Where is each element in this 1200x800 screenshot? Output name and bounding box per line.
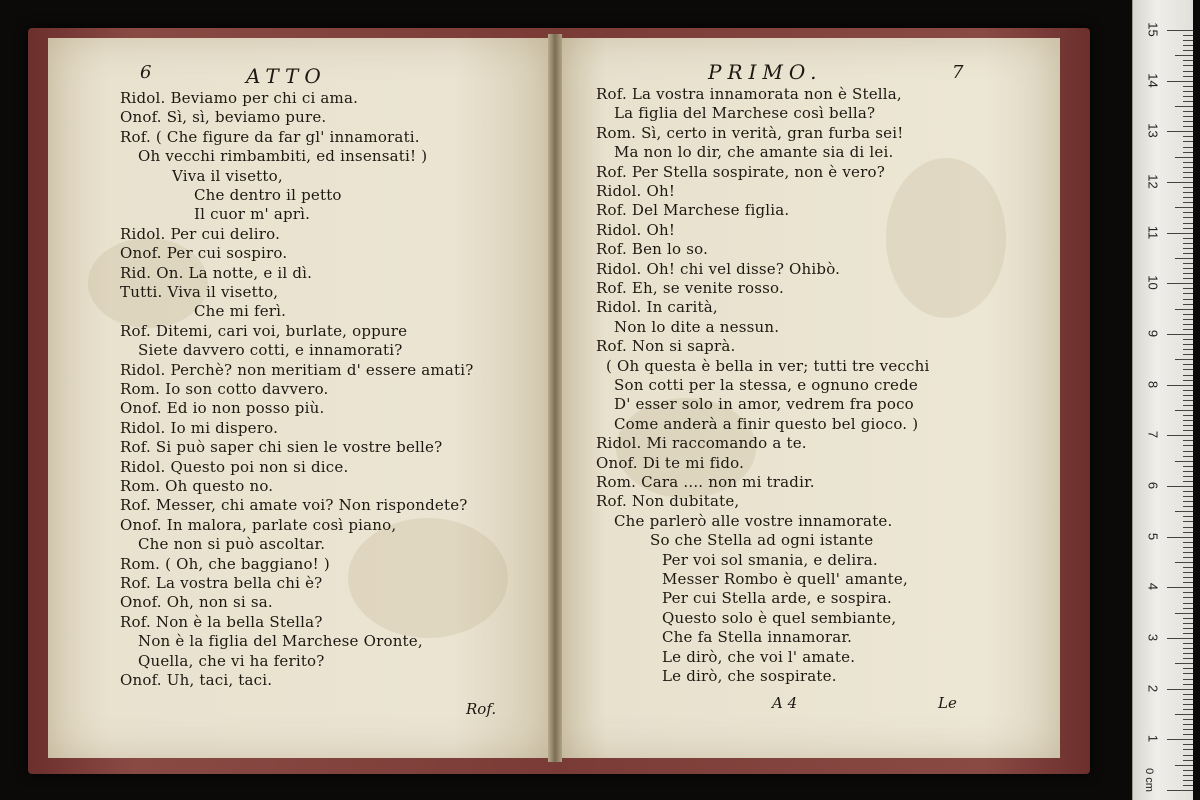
text-line: Rom. Io son cotto davvero. (120, 380, 329, 398)
ruler-tick (1183, 395, 1193, 396)
text-line: Che fa Stella innamorar. (662, 628, 853, 647)
measuring-ruler (1132, 0, 1193, 800)
text-line: Ridol. Beviamo per chi ci ama. (120, 89, 359, 107)
text-line: Che mi ferì. (194, 302, 287, 321)
ruler-tick (1183, 521, 1193, 522)
ruler-number: 6 (1145, 481, 1161, 490)
text-line: Onof. Ed io non posso più. (120, 399, 325, 418)
right-page-number: 7 (952, 62, 964, 83)
ruler-number: 2 (1145, 684, 1161, 692)
ruler-tick (1183, 65, 1193, 66)
ruler-tick (1183, 648, 1193, 649)
text-line: Messer Rombo è quell' amante, (662, 570, 908, 588)
ruler-tick (1183, 694, 1193, 695)
ruler-tick (1175, 258, 1193, 259)
ruler-tick (1183, 192, 1193, 193)
ruler-tick (1183, 567, 1193, 568)
text-line: Ridol. Io mi dispero. (120, 418, 279, 437)
text-line: Rom. Cara .... non mi tradir. (596, 473, 815, 491)
text-line: Rof. Non dubitate, (596, 492, 740, 511)
ruler-tick (1183, 476, 1193, 477)
ruler-tick (1183, 167, 1193, 168)
text-line: Ridol. Oh! (596, 220, 676, 239)
ruler-tick (1183, 380, 1193, 381)
text-line: Rof. ( Che figure da far gl' innamorati. (120, 127, 420, 146)
text-line: Rof. Ditemi, cari voi, burlate, oppure (120, 321, 408, 340)
ruler-tick (1183, 263, 1193, 264)
text-line: Rof. Non è la bella Stella? (120, 612, 323, 631)
text-line: Onof. Uh, taci, taci. (120, 671, 273, 689)
ruler-tick (1175, 511, 1193, 512)
ruler-tick (1183, 603, 1193, 604)
ruler-tick (1183, 557, 1193, 558)
ruler-number: 10 (1145, 275, 1161, 291)
ruler-tick (1175, 207, 1193, 208)
ruler-number: 8 (1145, 380, 1161, 388)
text-line: Onof. Oh, non si sa. (120, 593, 273, 612)
ruler-tick (1183, 293, 1193, 294)
ruler-tick (1183, 121, 1193, 122)
ruler-tick (1175, 359, 1193, 360)
ruler-tick (1183, 542, 1193, 543)
text-line: Rof. La vostra bella chi è? (120, 574, 323, 592)
ruler-tick (1183, 152, 1193, 153)
ruler-tick (1183, 466, 1193, 467)
ruler-tick (1175, 410, 1193, 411)
ruler-number: 13 (1145, 123, 1161, 139)
ruler-tick (1183, 699, 1193, 700)
ruler-tick (1175, 55, 1193, 56)
ruler-tick (1183, 223, 1193, 224)
ruler-tick (1167, 182, 1193, 183)
ruler-tick (1183, 633, 1193, 634)
ruler-tick (1183, 390, 1193, 391)
ruler-tick (1183, 734, 1193, 735)
ruler-tick (1183, 501, 1193, 502)
ruler-number: 9 (1145, 329, 1161, 338)
text-line: Onof. In malora, parlate così piano, (120, 515, 397, 534)
text-line: Ridol. Questo poi non si dice. (120, 457, 349, 476)
text-line: Ridol. Mi raccomando a te. (596, 434, 807, 453)
ruler-unit-label: 0 cm (1142, 768, 1155, 792)
text-line: Come anderà a finir questo bel gioco. ) (614, 414, 919, 433)
ruler-tick (1175, 157, 1193, 158)
ruler-tick (1183, 673, 1193, 674)
ruler-tick (1183, 679, 1193, 680)
ruler-tick (1183, 324, 1193, 325)
ruler-tick (1183, 364, 1193, 365)
ruler-tick (1183, 299, 1193, 300)
ruler-tick (1183, 202, 1193, 203)
ruler-tick (1183, 304, 1193, 305)
ruler-tick (1183, 552, 1193, 553)
ruler-number: 7 (1145, 431, 1161, 439)
ruler-tick (1175, 714, 1193, 715)
text-line: Rof. Per Stella sospirate, non è vero? (596, 162, 885, 181)
ruler-tick (1175, 613, 1193, 614)
text-line: Ridol. Oh! (596, 182, 676, 200)
ruler-tick (1167, 81, 1193, 82)
ruler-tick (1183, 729, 1193, 730)
ruler-number: 4 (1145, 583, 1161, 591)
ruler-tick (1183, 243, 1193, 244)
ruler-tick (1167, 739, 1193, 740)
ruler-tick (1183, 506, 1193, 507)
ruler-tick (1183, 628, 1193, 629)
ruler-tick (1183, 339, 1193, 340)
ruler-tick (1183, 684, 1193, 685)
ruler-tick (1183, 35, 1193, 36)
ruler-tick (1183, 375, 1193, 376)
ruler-tick (1183, 253, 1193, 254)
text-line: Siete davvero cotti, e innamorati? (138, 341, 403, 360)
ruler-tick (1183, 547, 1193, 548)
ruler-tick (1167, 283, 1193, 284)
ruler-tick (1183, 456, 1193, 457)
text-line: Tutti. Viva il visetto, (120, 283, 279, 301)
ruler-tick (1167, 638, 1193, 639)
text-line: Ma non lo dir, che amante sia di lei. (614, 143, 894, 162)
ruler-tick (1183, 40, 1193, 41)
ruler-tick (1183, 71, 1193, 72)
ruler-tick (1183, 704, 1193, 705)
text-line: Rof. Non si saprà. (596, 337, 736, 356)
text-line: Rof. Eh, se venite rosso. (596, 279, 784, 297)
text-line: Rid. On. La notte, e il dì. (120, 263, 313, 282)
ruler-tick (1183, 349, 1193, 350)
ruler-tick (1183, 744, 1193, 745)
ruler-tick (1183, 141, 1193, 142)
ruler-tick (1183, 775, 1193, 776)
ruler-number: 11 (1145, 225, 1161, 239)
ruler-tick (1183, 724, 1193, 725)
ruler-tick (1167, 334, 1193, 335)
ruler-tick (1183, 532, 1193, 533)
ruler-tick (1183, 451, 1193, 452)
ruler-tick (1175, 663, 1193, 664)
ruler-tick (1183, 101, 1193, 102)
ruler-tick (1183, 172, 1193, 173)
ruler-number: 14 (1145, 72, 1161, 88)
right-page-catchword: Le (938, 694, 957, 712)
ruler-number: 5 (1145, 532, 1161, 540)
text-line: Che non si può ascoltar. (138, 535, 326, 554)
ruler-tick (1183, 116, 1193, 117)
text-line: Ridol. Per cui deliro. (120, 224, 281, 243)
ruler-number: 1 (1145, 735, 1161, 743)
ruler-tick (1183, 187, 1193, 188)
ruler-tick (1183, 60, 1193, 61)
ruler-tick (1183, 749, 1193, 750)
ruler-tick (1183, 96, 1193, 97)
text-line: Onof. Per cui sospiro. (120, 244, 288, 263)
text-line: Le dirò, che sospirate. (662, 667, 837, 685)
text-line: Rom. Sì, certo in verità, gran furba sei! (596, 123, 904, 142)
ruler-tick (1167, 486, 1193, 487)
ruler-tick (1167, 30, 1193, 31)
ruler-tick (1167, 131, 1193, 132)
ruler-tick (1183, 288, 1193, 289)
text-line: Rof. La vostra innamorata non è Stella, (596, 85, 902, 103)
ruler-tick (1183, 430, 1193, 431)
ruler-tick (1183, 785, 1193, 786)
ruler-number: 15 (1145, 22, 1161, 37)
ruler-tick (1183, 319, 1193, 320)
ruler-tick (1183, 755, 1193, 756)
ruler-tick (1183, 496, 1193, 497)
text-line: Rom. ( Oh, che baggiano! ) (120, 554, 330, 573)
ruler-tick (1183, 608, 1193, 609)
ruler-tick (1175, 765, 1193, 766)
ruler-tick (1183, 354, 1193, 355)
text-line: Ridol. In carità, (596, 298, 718, 317)
text-line: Questo solo è quel sembiante, (662, 608, 897, 627)
ruler-tick (1183, 719, 1193, 720)
ruler-tick (1183, 582, 1193, 583)
text-line: Per cui Stella arde, e sospira. (662, 589, 893, 608)
ruler-number: 12 (1145, 174, 1161, 189)
text-line: Il cuor m' aprì. (194, 205, 311, 224)
ruler-tick (1183, 481, 1193, 482)
text-line: Oh vecchi rimbambiti, ed insensati! ) (138, 147, 428, 166)
text-line: Rof. Ben lo so. (596, 240, 709, 259)
left-page-header: ATTO (246, 64, 327, 88)
ruler-tick (1183, 177, 1193, 178)
text-line: Rom. Oh questo no. (120, 477, 274, 495)
ruler-tick (1183, 400, 1193, 401)
ruler-tick (1183, 228, 1193, 229)
ruler-tick (1183, 415, 1193, 416)
ruler-tick (1183, 760, 1193, 761)
ruler-tick (1183, 126, 1193, 127)
text-line: Le dirò, che voi l' amate. (662, 647, 856, 666)
ruler-tick (1183, 45, 1193, 46)
ruler-tick (1183, 420, 1193, 421)
text-line: Non lo dite a nessun. (614, 317, 780, 336)
ruler-tick (1183, 329, 1193, 330)
text-line: Rof. Del Marchese figlia. (596, 201, 790, 220)
ruler-tick (1183, 238, 1193, 239)
ruler-tick (1175, 461, 1193, 462)
text-line: Son cotti per la stessa, e ognuno crede (614, 376, 918, 394)
ruler-tick (1183, 273, 1193, 274)
ruler-tick (1183, 623, 1193, 624)
ruler-tick (1167, 385, 1193, 386)
text-line: ( Oh questa è bella in ver; tutti tre vecchi (606, 356, 930, 375)
ruler-tick (1183, 405, 1193, 406)
text-line: Che parlerò alle vostre innamorate. (614, 511, 893, 530)
ruler-tick (1183, 425, 1193, 426)
ruler-tick (1183, 577, 1193, 578)
ruler-tick (1183, 440, 1193, 441)
book-gutter (548, 34, 562, 762)
ruler-tick (1167, 790, 1193, 791)
ruler-tick (1183, 91, 1193, 92)
ruler-tick (1183, 592, 1193, 593)
text-line: La figlia del Marchese così bella? (614, 104, 876, 123)
ruler-tick (1183, 344, 1193, 345)
ruler-tick (1183, 471, 1193, 472)
ruler-tick (1167, 587, 1193, 588)
left-page-number: 6 (140, 62, 152, 83)
ruler-tick (1183, 643, 1193, 644)
ruler-tick (1175, 309, 1193, 310)
ruler-tick (1183, 516, 1193, 517)
ruler-tick (1183, 248, 1193, 249)
ruler-tick (1183, 147, 1193, 148)
text-line: Non è la figlia del Marchese Oronte, (138, 632, 423, 651)
ruler-tick (1183, 653, 1193, 654)
text-line: Rof. Messer, chi amate voi? Non rispondete? (120, 496, 468, 515)
ruler-tick (1183, 445, 1193, 446)
ruler-tick (1183, 111, 1193, 112)
ruler-tick (1183, 572, 1193, 573)
ruler-tick (1183, 597, 1193, 598)
ruler-tick (1183, 770, 1193, 771)
ruler-tick (1167, 233, 1193, 234)
right-page-header: PRIMO. (708, 60, 823, 84)
ruler-tick (1183, 491, 1193, 492)
ruler-tick (1183, 278, 1193, 279)
ruler-tick (1183, 780, 1193, 781)
text-line: Onof. Di te mi fido. (596, 453, 745, 472)
text-line: Quella, che vi ha ferito? (138, 651, 325, 670)
ruler-tick (1167, 537, 1193, 538)
ruler-tick (1175, 106, 1193, 107)
text-line: So che Stella ad ogni istante (650, 531, 874, 550)
ruler-tick (1183, 527, 1193, 528)
ruler-number: 3 (1145, 633, 1161, 642)
text-line: Viva il visetto, (172, 166, 283, 185)
ruler-tick (1183, 268, 1193, 269)
ruler-tick (1183, 197, 1193, 198)
ruler-tick (1183, 136, 1193, 137)
left-page-catchword: Rof. (466, 700, 497, 718)
ruler-tick (1175, 562, 1193, 563)
ruler-tick (1183, 50, 1193, 51)
text-line: Per voi sol smania, e delira. (662, 550, 878, 569)
ruler-tick (1183, 658, 1193, 659)
text-line: Rof. Si può saper chi sien le vostre belle? (120, 438, 443, 457)
ruler-tick (1183, 709, 1193, 710)
text-line: Che dentro il petto (194, 186, 342, 204)
text-line: Ridol. Perchè? non meritiam d' essere amati? (120, 360, 474, 379)
text-line: Onof. Sì, sì, beviamo pure. (120, 108, 327, 127)
ruler-tick (1183, 76, 1193, 77)
text-line: D' esser solo in amor, vedrem fra poco (614, 395, 914, 414)
ruler-tick (1183, 369, 1193, 370)
text-line: Ridol. Oh! chi vel disse? Ohibò. (596, 259, 841, 278)
ruler-tick (1183, 217, 1193, 218)
ruler-tick (1183, 212, 1193, 213)
ruler-tick (1183, 618, 1193, 619)
ruler-tick (1183, 668, 1193, 669)
ruler-tick (1167, 435, 1193, 436)
ruler-tick (1183, 162, 1193, 163)
ruler-tick (1183, 86, 1193, 87)
right-page-signature: A 4 (772, 694, 798, 712)
ruler-tick (1183, 314, 1193, 315)
ruler-tick (1167, 689, 1193, 690)
